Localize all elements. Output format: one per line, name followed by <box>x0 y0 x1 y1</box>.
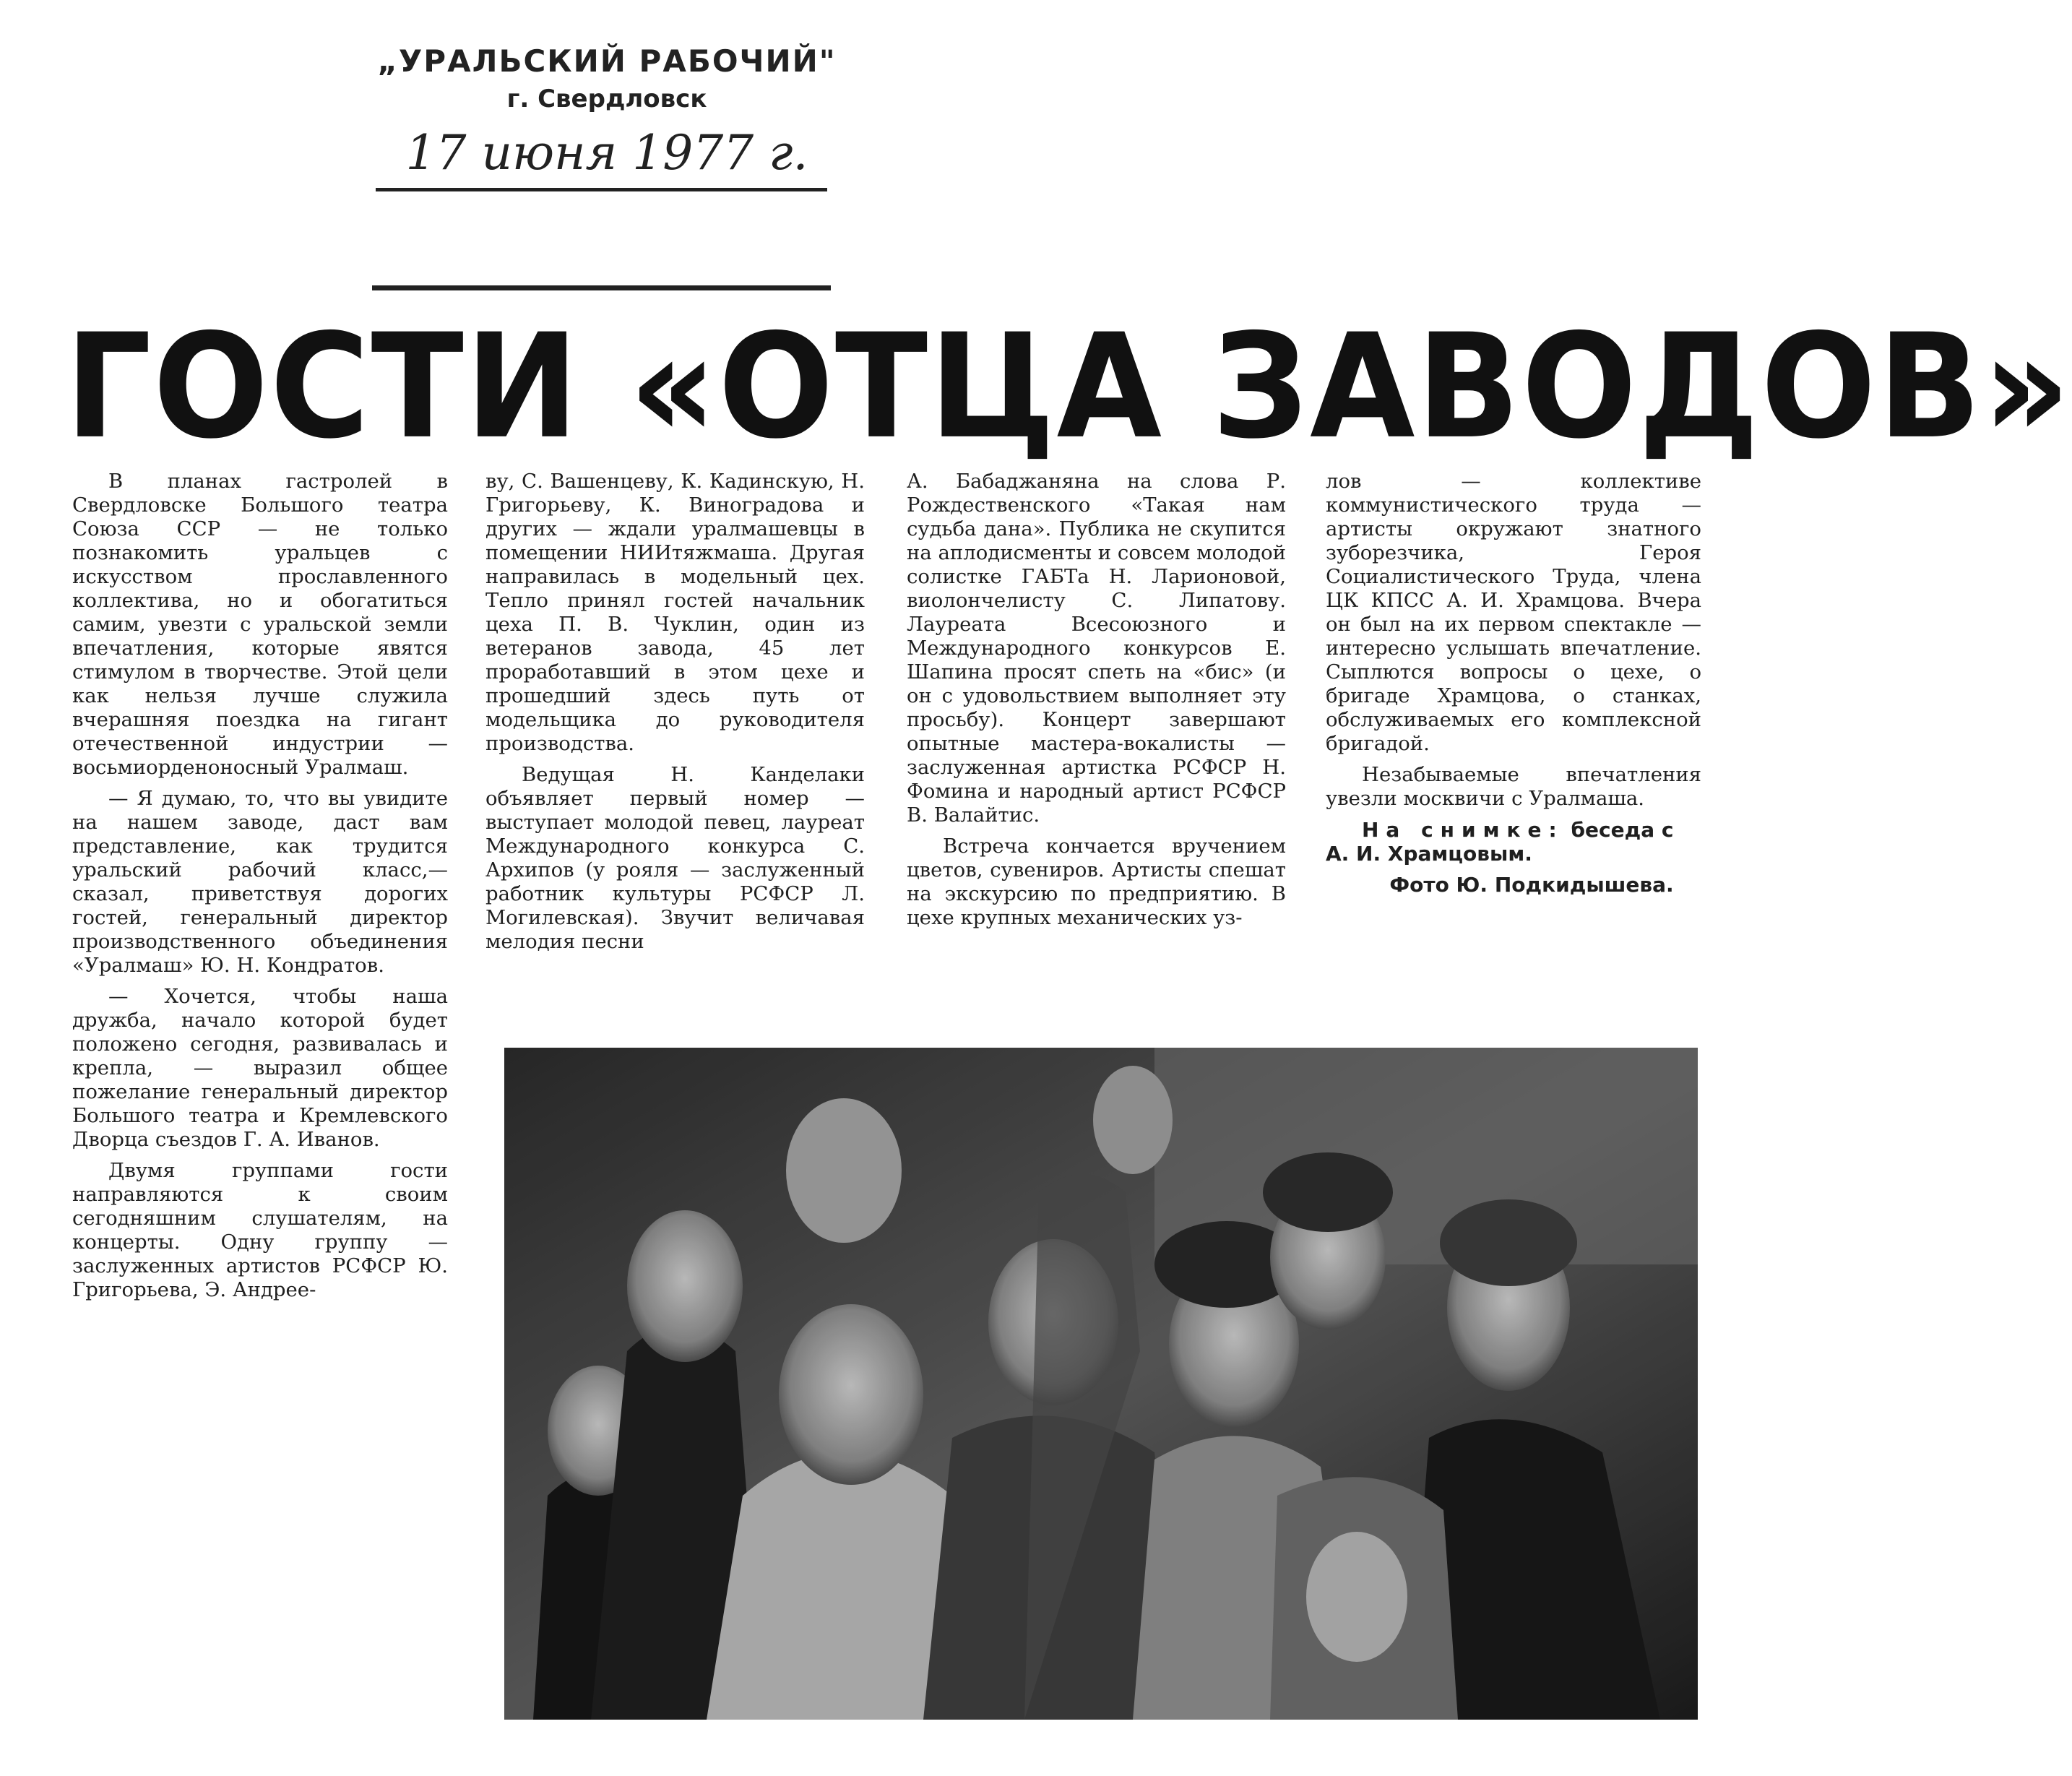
photo-caption <box>1326 818 1701 866</box>
caption-rest: беседа с А. И. Храмцовым. <box>1326 818 1674 866</box>
article-column-4 <box>1326 470 1701 1033</box>
column-2-paragraph-2: Ведущая Н. Канделаки объявляет первый номер — выступает молодой певец, лауреат Международного конкурса С. Архипов (у рояля — заслуженный работник культуры РСФСР Л. Могилевская). Звучит величавая мелодия песни <box>485 763 865 953</box>
column-1-paragraph-4: Двумя группами гости направляются к своим сегодняшним слушателям, на концерты. Одну группу — заслуженных артистов РСФСР Ю. Григорьева, Э. Андрее- <box>72 1159 448 1301</box>
article-column-2 <box>485 470 865 1033</box>
newspaper-name: „УРАЛЬСКИЙ РАБОЧИЙ" <box>377 43 837 79</box>
article-column-1 <box>72 470 448 1423</box>
caption-lead: На снимке: <box>1362 818 1564 842</box>
headline: ГОСТИ «ОТЦА ЗАВОДОВ» <box>65 303 2072 471</box>
column-2-paragraph-1: ву, С. Вашенцеву, К. Кадинскую, Н. Григорьеву, К. Виноградова и других — ждали уралмашевцы в помещении НИИтяжмаша. Другая направилась в модельный цех. Тепло принял гостей начальник цеха П. В. Чуклин, один из ветеранов завода, 45 лет проработавший в этом цехе и прошедший здесь путь от модельщика до руководителя производства. <box>485 470 865 755</box>
column-1-paragraph-1: В планах гастролей в Свердловске Большого театра Союза ССР — не только познакомить уральцев с искусством прославленного коллектива, но и обогатиться самим, увезти с уральской земли впечатления, которые явятся стимулом в творчестве. Этой цели как нельзя лучше служила вчерашняя поездка на гигант отечественной индустрии — восьмиорденоносный Уралмаш. <box>72 470 448 779</box>
headline-top-rule <box>372 285 831 290</box>
newspaper-city: г. Свердловск <box>506 85 707 113</box>
newspaper-stamp <box>376 43 838 181</box>
column-4-paragraph-2: Незабываемые впечатления увезли москвичи с Уралмаша. <box>1326 763 1701 810</box>
article-column-3 <box>907 470 1286 1033</box>
photo-credit: Фото Ю. Подкидышева. <box>1389 873 1674 897</box>
column-3-paragraph-2: Встреча кончается вручением цветов, сувениров. Артисты спешат на экскурсию по предприятию. В цехе крупных механических уз- <box>907 835 1286 929</box>
column-3-paragraph-1: А. Бабаджаняна на слова Р. Рождественского «Такая нам судьба дана». Публика не скупится на аплодисменты и совсем молодой солистке ГАБТа Н. Ларионовой, виолончелисту С. Липатову. Лауреата Всесоюзного и Международного конкурсов Е. Шапина просят спеть на «бис» (и он с удовольствием выполняет эту просьбу). Концерт завершают опытные мастера-вокалисты — заслуженная артистка РСФСР Н. Фомина и народный артист РСФСР В. Валайтис. <box>907 470 1286 827</box>
stamp-underline <box>376 188 827 191</box>
column-1-paragraph-3: — Хочется, чтобы наша дружба, начало которой будет положено сегодня, развивалась и крепла, — выразил общее пожелание генеральный директор Большого театра и Кремлевского Дворца съездов Г. А. Иванов. <box>72 985 448 1151</box>
column-4-paragraph-1: лов — коллективе коммунистического труда — артисты окружают знатного зуборезчика, Героя Социалистического Труда, члена ЦК КПСС А. И. Храмцова. Вчера он был на их первом спектакле — интересно услышать впечатление. Сыплются вопросы о цехе, о бригаде Храмцова, о станках, обслуживаемых его комплексной бригадой. <box>1326 470 1701 755</box>
news-photo <box>504 1048 1698 1720</box>
handwritten-date: 17 июня 1977 г. <box>405 125 808 181</box>
column-1-paragraph-2: — Я думаю, то, что вы увидите на нашем заводе, даст вам представление, как трудится уральский рабочий класс,— сказал, приветствуя дорогих гостей, генеральный директор производственного объединения «Уралмаш» Ю. Н. Кондратов. <box>72 787 448 977</box>
